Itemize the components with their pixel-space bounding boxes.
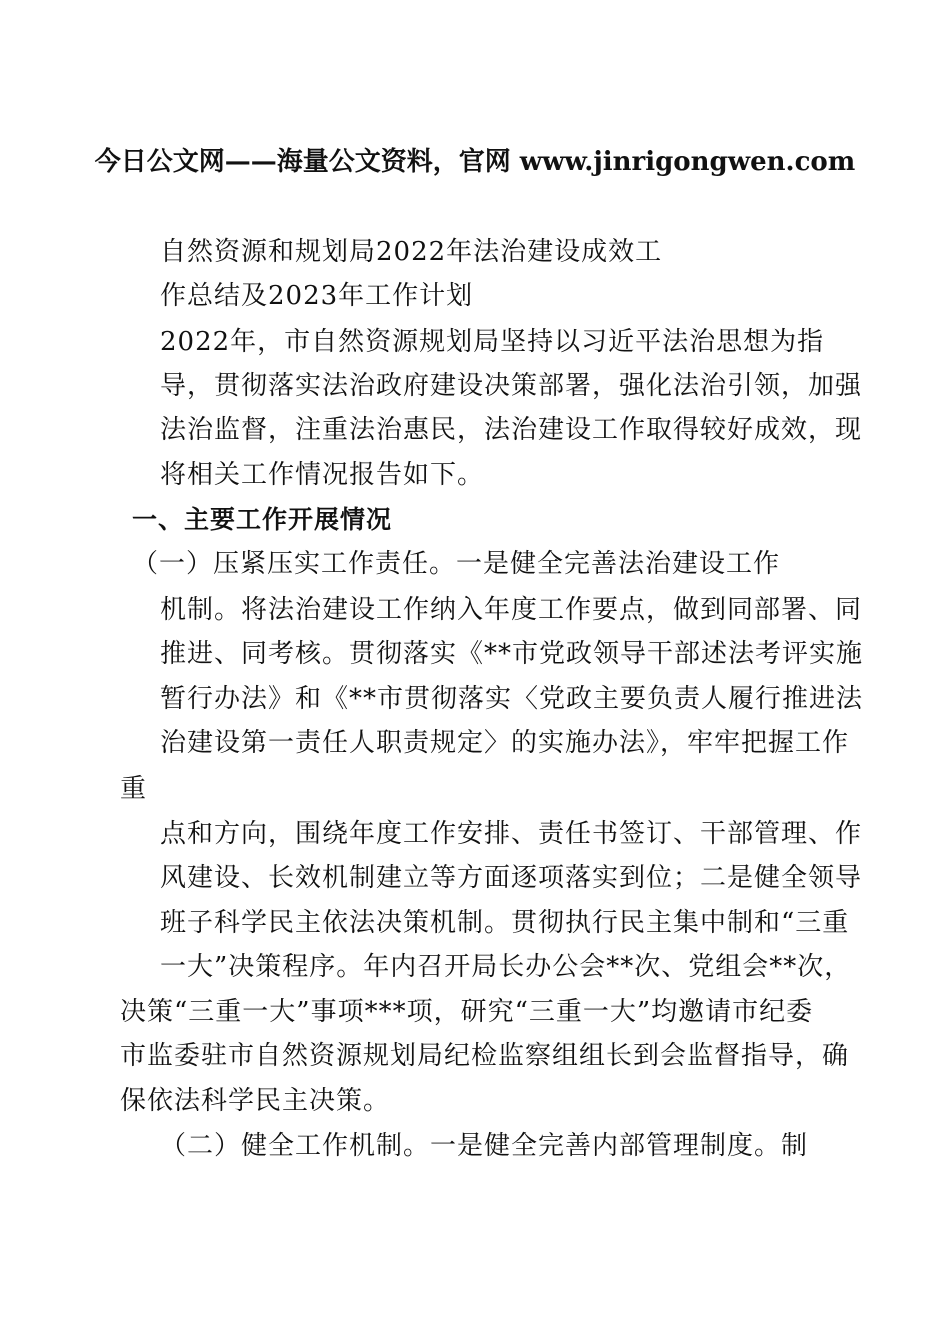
sub1-line-3: 推进、同考核。贯彻落实《**市党政领导干部述法考评实施 xyxy=(160,639,864,669)
intro-line-4: 将相关工作情况报告如下。 xyxy=(160,460,485,490)
sub1-line-13: 保依法科学民主决策。 xyxy=(120,1086,391,1116)
doc-title-line1: 自然资源和规划局2022年法治建设成效工 xyxy=(160,237,663,267)
sub1-line-7: 点和方向，围绕年度工作安排、责任书签订、干部管理、作 xyxy=(160,819,863,849)
intro-line-2: 导，贯彻落实法治政府建设决策部署，强化法治引领，加强 xyxy=(160,371,863,401)
sub1-line-10: 一大”决策程序。年内召开局长办公会**次、党组会**次， xyxy=(160,952,852,982)
sub1-line-5: 治建设第一责任人职责规定〉的实施办法》，牢牢把握工作 xyxy=(160,728,850,758)
section-heading-main-work: 一、主要工作开展情况 xyxy=(132,505,393,534)
intro-line-1: 2022年，市自然资源规划局坚持以习近平法治思想为指 xyxy=(160,327,825,357)
sub1-line-12: 市监委驻市自然资源规划局纪检监察组组长到会监督指导，确 xyxy=(120,1041,850,1071)
sub1-line-9: 班子科学民主依法决策机制。贯彻执行民主集中制和“三重 xyxy=(160,908,850,938)
sub1-line-6: 重 xyxy=(120,774,148,804)
sub1-line-2: 机制。将法治建设工作纳入年度工作要点，做到同部署、同 xyxy=(160,595,863,625)
doc-title-line2: 作总结及2023年工作计划 xyxy=(160,281,474,311)
sub1-line-1: （一）压紧压实工作责任。一是健全完善法治建设工作 xyxy=(132,549,781,579)
sub1-line-8: 风建设、长效机制建立等方面逐项落实到位；二是健全领导 xyxy=(160,863,863,893)
intro-line-3: 法治监督，注重法治惠民，法治建设工作取得较好成效，现 xyxy=(160,415,863,445)
site-banner: 今日公文网——海量公文资料，官网 www.jinrigongwen.com xyxy=(94,147,856,177)
sub2-line-1: （二）健全工作机制。一是健全完善内部管理制度。制 xyxy=(160,1131,809,1161)
sub1-line-4: 暂行办法》和《**市贯彻落实〈党政主要负责人履行推进法 xyxy=(160,684,864,714)
sub1-line-11: 决策“三重一大”事项***项，研究“三重一大”均邀请市纪委 xyxy=(120,997,814,1027)
